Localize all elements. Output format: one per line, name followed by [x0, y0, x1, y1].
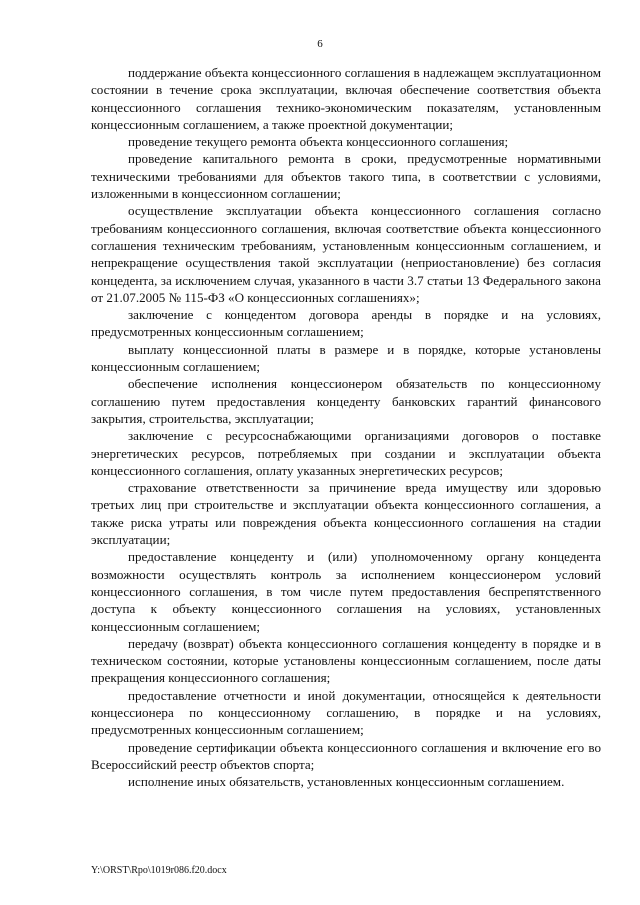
paragraph: проведение капитального ремонта в сроки, предусмотренные нормативными техническими требованиями для объектов такого типа, в соответствии с условиями, изложенными в концессионном соглашении;	[91, 151, 601, 202]
paragraph: проведение сертификации объекта концессионного соглашения и включение его во Всероссийский реестр объектов спорта;	[91, 739, 601, 772]
paragraph: предоставление концеденту и (или) уполномоченному органу концедента возможности осуществлять контроль за исполнением концессионером условий концессионного соглашения, в том числе путем предоставления беспрепятственного доступа к объекту концессионного соглашения на условиях, установленных концессионным соглашением;	[91, 549, 601, 634]
paragraph: обеспечение исполнения концессионером обязательств по концессионному соглашению путем предоставления концеденту банковских гарантий финансового закрытия, строительства, эксплуатации;	[91, 376, 601, 426]
paragraph: осуществление эксплуатации объекта концессионного соглашения согласно требованиям концессионного соглашения, включая соответствие объекта концессионного соглашения техническим требованиям, установленным концессионным соглашением, и непрекращение осуществления такой эксплуатации (неприостановление) без согласия концедента, за исключением случая, указанного в части 3.7 статьи 13 Федерального закона от 21.07.2005 № 115-ФЗ «О концессионных соглашениях»;	[91, 203, 601, 305]
paragraph: проведение текущего ремонта объекта концессионного соглашения;	[128, 134, 509, 150]
footer-file-path: Y:\ORST\Rpo\1019r086.f20.docx	[91, 865, 227, 876]
body-text	[91, 64, 601, 790]
paragraph: заключение с ресурсоснабжающими организациями договоров о поставке энергетических ресурсов, потребляемых при создании и эксплуатации объекта концессионного соглашения, оплату указанных энергетических ресурсов;	[91, 428, 601, 478]
paragraph: передачу (возврат) объекта концессионного соглашения концеденту в порядке и в техническом состоянии, которые установлены концессионным соглашением, после даты прекращения концессионного соглашения;	[91, 635, 601, 686]
paragraph: заключение с концедентом договора аренды в порядке и на условиях, предусмотренных концессионным соглашением;	[91, 307, 601, 340]
paragraph: страхование ответственности за причинение вреда имуществу или здоровью третьих лиц при строительстве и эксплуатации объекта концессионного соглашения, а также риска утраты или повреждения объекта концессионного соглашения на стадии эксплуатации;	[91, 480, 601, 548]
page-number: 6	[317, 38, 323, 50]
paragraph: исполнение иных обязательств, установленных концессионным соглашением.	[128, 774, 565, 790]
paragraph: предоставление отчетности и иной документации, относящейся к деятельности концессионера по концессионному соглашению, в порядке и на условиях, предусмотренных концессионным соглашением;	[91, 687, 601, 738]
paragraph: поддержание объекта концессионного соглашения в надлежащем эксплуатационном состоянии в течение срока эксплуатации, включая обеспечение соответствия объекта концессионного соглашения технико-экономическим показателям, установленным концессионным соглашением, а также проектной документации;	[91, 65, 601, 132]
paragraph: выплату концессионной платы в размере и в порядке, которые установлены концессионным соглашением;	[91, 341, 601, 375]
